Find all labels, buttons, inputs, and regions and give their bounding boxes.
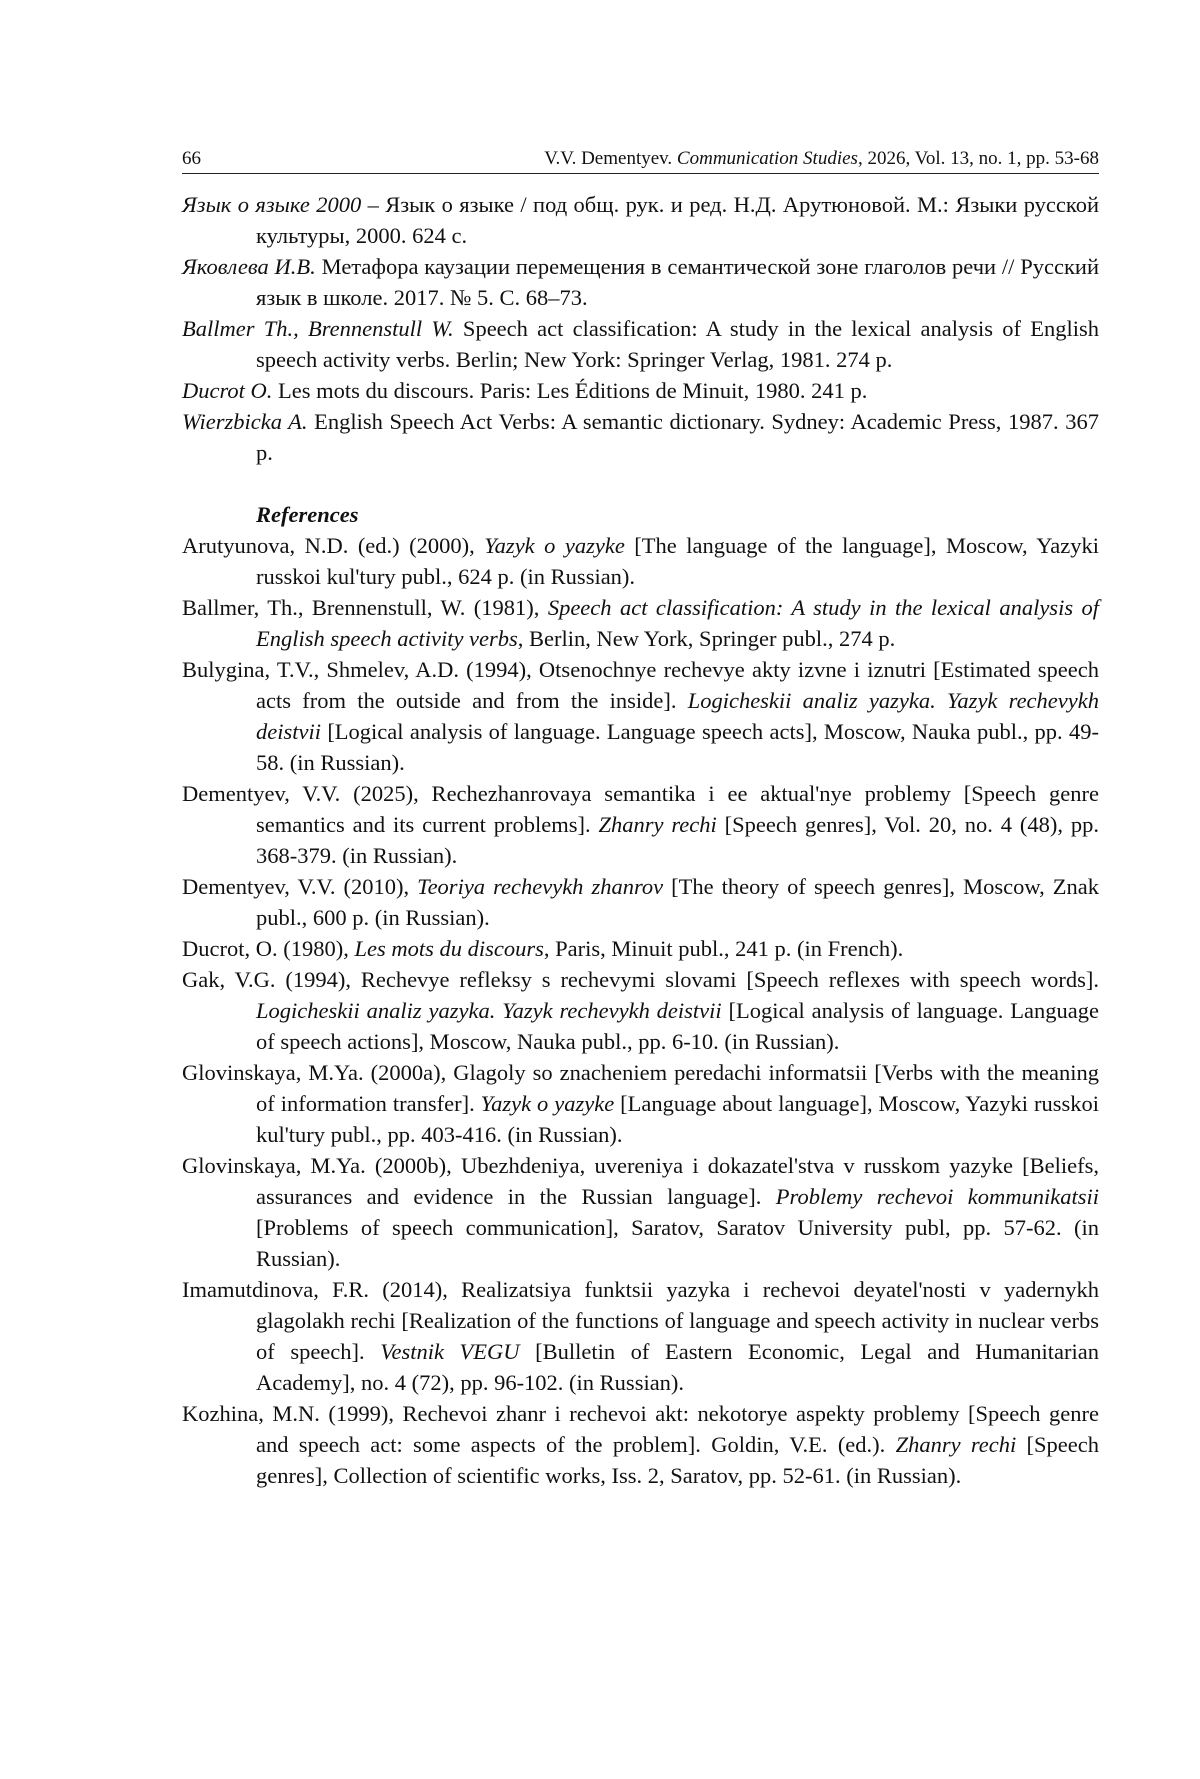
entry-text: [Problems of speech communication], Saratov, Saratov University publ, pp. 57-62. (in Russian).: [256, 1215, 1099, 1271]
entry-text: [Logical analysis of language. Language of speech actions], Moscow, Nauka publ., pp. 6-10. (in Russian).: [256, 998, 1099, 1054]
reference-entry: [182, 933, 1099, 964]
entry-title: Logicheskii analiz yazyka. Yazyk rechevykh deistvii: [256, 998, 722, 1023]
entry-author: Ducrot O.: [182, 378, 273, 403]
entry-text: [Logical analysis of language. Language speech acts], Moscow, Nauka publ., pp. 49-58. (in Russian).: [256, 719, 1099, 775]
entry-text: Gak, V.G. (1994), Rechevye refleksy s rechevymi slovami [Speech reflexes with speech words].: [182, 967, 1099, 992]
entry-text: Arutyunova, N.D. (ed.) (2000),: [182, 533, 485, 558]
running-header: [182, 145, 1099, 174]
entry-text: Метафора каузации перемещения в семантической зоне глаголов речи // Русский язык в школе. 2017. № 5. С. 68–73.: [256, 254, 1100, 310]
entry-text: Imamutdinova, F.R. (2014), Realizatsiya funktsii yazyka i rechevoi deyatel'nosti v yadernykh glagolakh rechi [Realization of the functions of language and speech activity in nuclear verbs of speech].: [182, 1277, 1099, 1364]
entry-text: Les mots du discours. Paris: Les Éditions de Minuit, 1980. 241 p.: [272, 378, 868, 403]
reference-entry: [182, 964, 1099, 1057]
entry-author: Wierzbicka A.: [182, 409, 308, 434]
entry-title: Yazyk o yazyke: [484, 533, 625, 558]
entry-text: Kozhina, M.N. (1999), Rechevoi zhanr i rechevoi akt: nekotorye aspekty problemy [Speech genre and speech act: some aspects of the problem]. Goldin, V.E. (ed.).: [182, 1401, 1099, 1457]
entry-text: [The language of the language], Moscow, Yazyki russkoi kul'tury publ., 624 p. (in Russian).: [256, 533, 1099, 589]
reference-entry: [182, 871, 1099, 933]
reference-entry: [182, 592, 1099, 654]
reference-entry: [182, 654, 1099, 778]
running-title: [544, 145, 1099, 173]
entry-text: [Language about language], Moscow, Yazyki russkoi kul'tury publ., pp. 403-416. (in Russian).: [256, 1091, 1099, 1147]
literature-entry: [182, 406, 1099, 468]
literature-entry: [182, 251, 1099, 313]
entry-text: [The theory of speech genres], Moscow, Znak publ., 600 p. (in Russian).: [256, 874, 1099, 930]
entry-author: Ballmer Th., Brennenstull W.: [182, 316, 454, 341]
entry-title: Speech act classification: A study in the lexical analysis of English speech activity verbs: [256, 595, 1100, 651]
reference-lists: [182, 189, 1099, 1491]
entry-title: Logicheskii analiz yazyka. Yazyk rechevykh deistvii: [256, 688, 1099, 744]
entry-title: Zhanry rechi: [598, 812, 717, 837]
entry-text: Ducrot, O. (1980),: [182, 936, 355, 961]
page-number: 66: [182, 148, 201, 169]
entry-text: Glovinskaya, M.Ya. (2000a), Glagoly so znacheniem peredachi informatsii [Verbs with the meaning of information transfer].: [182, 1060, 1099, 1116]
entry-text: [Bulletin of Eastern Economic, Legal and Humanitarian Academy], no. 4 (72), pp. 96-102. (in Russian).: [256, 1339, 1100, 1395]
entry-text: Dementyev, V.V. (2010),: [182, 874, 418, 899]
literature-entry: [182, 375, 1099, 406]
literature-entry: [182, 189, 1099, 251]
reference-entry: [182, 1057, 1099, 1150]
entry-text: Dementyev, V.V. (2025), Rechezhanrovaya semantika i ee aktual'nye problemy [Speech genre semantics and its current problems].: [182, 781, 1099, 837]
entry-text: Ballmer, Th., Brennenstull, W. (1981),: [182, 595, 548, 620]
entry-title: Zhanry rechi: [895, 1432, 1017, 1457]
reference-entry: [182, 1150, 1099, 1274]
header-author: V.V. Dementyev.: [544, 148, 677, 169]
reference-entry: [182, 530, 1099, 592]
entry-text: – Язык о языке / под общ. рук. и ред. Н.Д. Арутюновой. М.: Языки русской культуры, 2000. 624 с.: [256, 192, 1099, 248]
references-heading: References: [256, 502, 359, 527]
reference-entry: [182, 1274, 1099, 1398]
references-list: [182, 530, 1099, 1491]
entry-title: Teoriya rechevykh zhanrov: [417, 874, 664, 899]
entry-author: Язык о языке 2000: [182, 192, 362, 217]
reference-entry: [182, 1398, 1099, 1491]
entry-text: Glovinskaya, M.Ya. (2000b), Ubezhdeniya, uvereniya i dokazatel'stva v russkom yazyke [Beliefs, assurances and evidence in the Russian language].: [182, 1153, 1099, 1209]
reference-entry: [182, 778, 1099, 871]
entry-text: Bulygina, T.V., Shmelev, A.D. (1994), Otsenochnye rechevye akty izvne i iznutri [Estimated speech acts from the outside and from the inside].: [182, 657, 1099, 713]
header-journal: Communication Studies: [676, 148, 858, 169]
literature-list: [182, 189, 1099, 468]
entry-author: Яковлева И.В.: [182, 254, 316, 279]
entry-title: Vestnik VEGU: [380, 1339, 520, 1364]
entry-title: Problemy rechevoi kommunikatsii: [775, 1184, 1099, 1209]
entry-text: [Speech genres], Collection of scientific works, Iss. 2, Saratov, pp. 52-61. (in Russian).: [256, 1432, 1100, 1488]
entry-text: English Speech Act Verbs: A semantic dictionary. Sydney: Academic Press, 1987. 367 p.: [256, 409, 1099, 465]
entry-title: Yazyk o yazyke: [480, 1091, 615, 1116]
header-details: , 2026, Vol. 13, no. 1, pp. 53-68: [857, 148, 1099, 169]
literature-entry: [182, 313, 1099, 375]
entry-text: , Paris, Minuit publ., 241 p. (in French).: [543, 936, 904, 961]
entry-text: [Speech genres], Vol. 20, no. 4 (48), pp. 368-379. (in Russian).: [256, 812, 1099, 868]
entry-text: , Berlin, New York, Springer publ., 274 p.: [517, 626, 896, 651]
entry-title: Les mots du discours: [354, 936, 544, 961]
entry-text: Speech act classification: A study in the lexical analysis of English speech activity verbs. Berlin; New York: Springer Verlag, 1981. 274 p.: [256, 316, 1099, 372]
